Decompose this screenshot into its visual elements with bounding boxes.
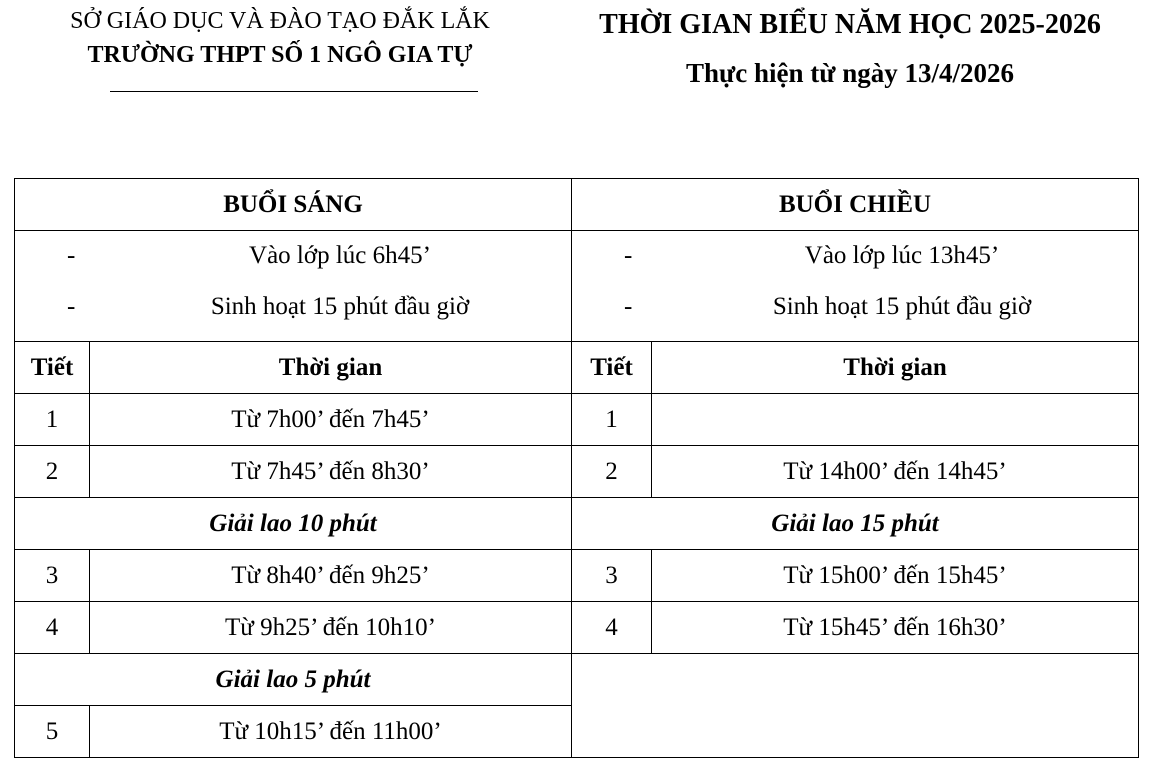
morning-break-1: Giải lao 10 phút [15,498,572,550]
table-row [15,394,1139,446]
morning-time: Từ 7h00’ đến 7h45’ [90,394,572,446]
afternoon-col-period: Tiết [572,342,652,394]
break-row [15,654,1139,706]
school-name: TRƯỜNG THPT SỐ 1 NGÔ GIA TỰ [87,42,473,68]
afternoon-col-time: Thời gian [652,342,1139,394]
table-row [15,446,1139,498]
morning-period: 5 [15,706,90,758]
afternoon-empty-cell [572,654,1139,758]
afternoon-break-1: Giải lao 15 phút [572,498,1139,550]
morning-time: Từ 8h40’ đến 9h25’ [90,550,572,602]
afternoon-time [652,394,1139,446]
morning-col-period: Tiết [15,342,90,394]
afternoon-period: 4 [572,602,652,654]
morning-period: 3 [15,550,90,602]
bullet-dash: - [67,242,76,269]
morning-notes [15,231,572,342]
header-underline [110,91,478,92]
afternoon-time: Từ 15h45’ đến 16h30’ [652,602,1139,654]
page-title: THỜI GIAN BIỂU NĂM HỌC 2025-2026 [599,9,1101,40]
bullet-dash: - [624,293,633,320]
morning-time: Từ 9h25’ đến 10h10’ [90,602,572,654]
morning-period: 2 [15,446,90,498]
session-heading-row [15,179,1139,231]
afternoon-notes [572,231,1139,342]
list-item [572,239,1138,290]
list-item [572,290,1138,341]
bullet-dash: - [67,293,76,320]
afternoon-period: 1 [572,394,652,446]
note-text: Sinh hoạt 15 phút đầu giờ [772,293,1032,320]
header-left [20,4,540,72]
table-row [15,602,1139,654]
morning-break-2: Giải lao 5 phút [15,654,572,706]
morning-col-time: Thời gian [90,342,572,394]
department-name: SỞ GIÁO DỤC VÀ ĐÀO TẠO ĐẮK LẮK [70,8,490,34]
list-item [15,239,571,290]
header-right [560,4,1140,94]
morning-time: Từ 7h45’ đến 8h30’ [90,446,572,498]
table-row [15,550,1139,602]
bullet-dash: - [624,242,633,269]
afternoon-time: Từ 15h00’ đến 15h45’ [652,550,1139,602]
column-header-row [15,342,1139,394]
note-text: Vào lớp lúc 13h45’ [804,242,1000,269]
break-row [15,498,1139,550]
afternoon-time: Từ 14h00’ đến 14h45’ [652,446,1139,498]
schedule-table [14,178,1139,758]
morning-period: 1 [15,394,90,446]
note-text: Vào lớp lúc 6h45’ [249,242,431,269]
session-notes-row [15,231,1139,342]
morning-time: Từ 10h15’ đến 11h00’ [90,706,572,758]
afternoon-period: 2 [572,446,652,498]
morning-period: 4 [15,602,90,654]
list-item [15,290,571,341]
note-text: Sinh hoạt 15 phút đầu giờ [210,293,470,320]
afternoon-period: 3 [572,550,652,602]
morning-heading: BUỔI SÁNG [15,179,572,231]
page-subtitle: Thực hiện từ ngày 13/4/2026 [686,58,1014,88]
afternoon-heading: BUỔI CHIỀU [572,179,1139,231]
